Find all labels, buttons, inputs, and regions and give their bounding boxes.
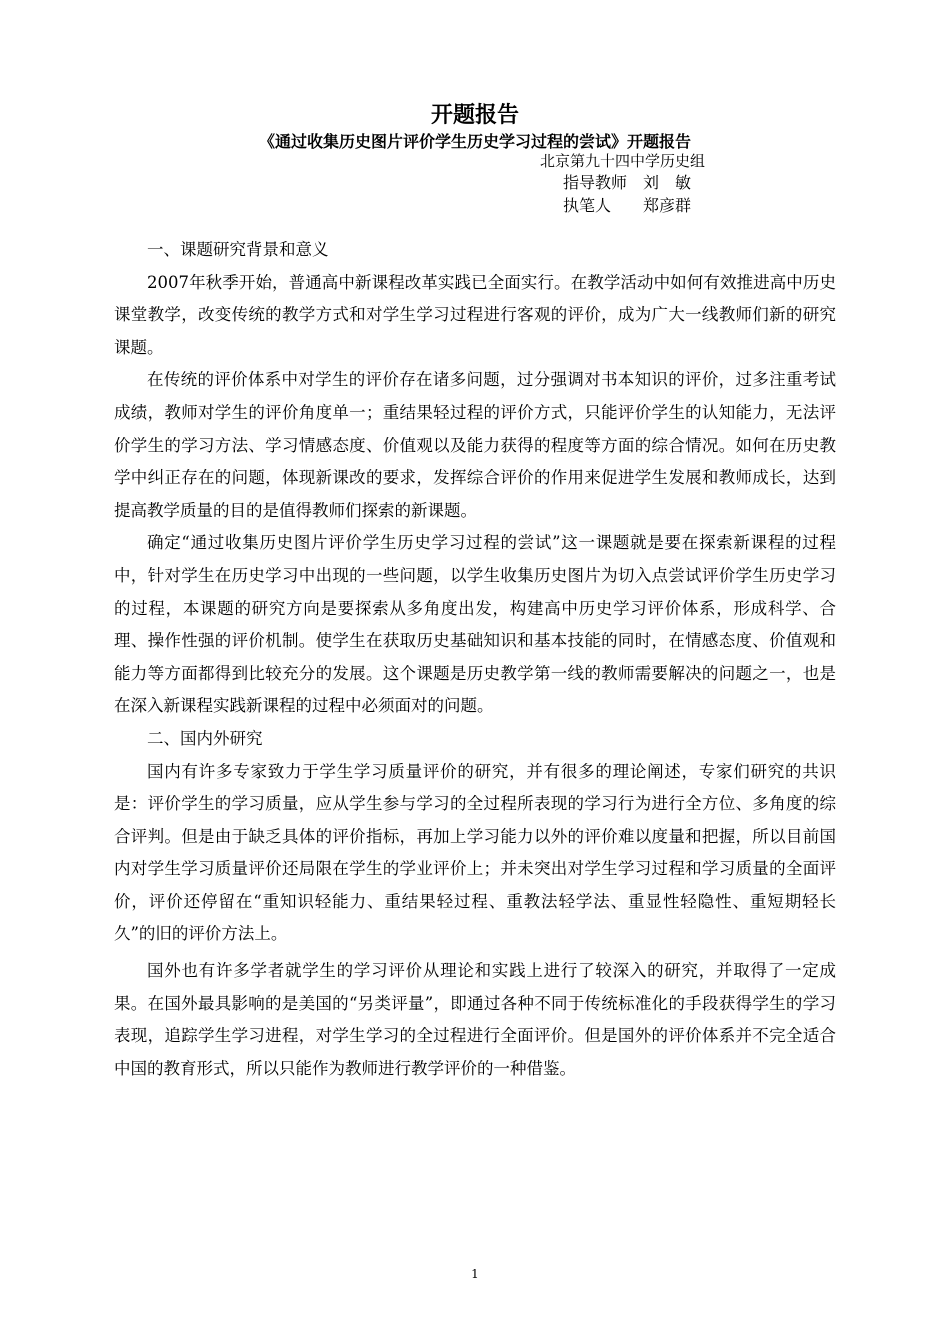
report-subtitle: 《通过收集历史图片评价学生历史学习过程的尝试》开题报告 xyxy=(258,132,691,151)
section-heading-research: 二、国内外研究 xyxy=(147,728,263,748)
page-number: 1 xyxy=(471,1267,479,1281)
document-body xyxy=(114,234,836,1085)
paragraph: 国内有许多专家致力于学生学习质量评价的研究，并有很多的理论阐述，专家们研究的共识是：评价学生的学习质量，应从学生参与学习的全过程所表现的学习行为进行全方位、多角度的综合评判。但是由于缺乏具体的评价指标，再加上学习能力以外的评价难以度量和把握，所以目前国内对学生学习质量评价还局限在学生的学业评价上；并未突出对学生学习过程和学习质量的全面评价，评价还停留在“重知识轻能力、重结果轻过程、重教法轻学法、重显性轻隐性、重短期轻长久”的旧的评价方法上。 xyxy=(114,761,836,944)
page-title: 开题报告 xyxy=(430,103,519,128)
paragraph: 2007年秋季开始，普通高中新课程改革实践已全面实行。在教学活动中如何有效推进高中历史课堂教学，改变传统的教学方式和对学生学习过程进行客观的评价，成为广大一线教师们新的研究课题。 xyxy=(114,272,836,357)
paragraph: 确定“通过收集历史图片评价学生历史学习过程的尝试”这一课题就是要在探索新课程的过程中，针对学生在历史学习中出现的一些问题，以学生收集历史图片为切入点尝试评价学生历史学习的过程，本课题的研究方向是要探索从多角度出发，构建高中历史学习评价体系，形成科学、合理、操作性强的评价机制。使学生在获取历史基础知识和基本技能的同时，在情感态度、价值观和能力等方面都得到比较充分的发展。这个课题是历史教学第一线的教师需要解决的问题之一，也是在深入新课程实践新课程的过程中必须面对的问题。 xyxy=(114,533,836,716)
paragraph: 在传统的评价体系中对学生的评价存在诸多问题，过分强调对书本知识的评价，过多注重考试成绩，教师对学生的评价角度单一；重结果轻过程的评价方式，只能评价学生的认知能力，无法评价学生的学习方法、学习情感态度、价值观以及能力获得的程度等方面的综合情况。如何在历史教学中纠正存在的问题，体现新课改的要求，发挥综合评价的作用来促进学生发展和教师成长，达到提高教学质量的目的是值得教师们探索的新课题。 xyxy=(114,370,836,520)
school-name: 北京第九十四中学历史组 xyxy=(540,152,706,170)
advisor-line: 指导教师 刘 敏 xyxy=(563,173,692,192)
paragraph: 国外也有许多学者就学生的学习评价从理论和实践上进行了较深入的研究，并取得了一定成果。在国外最具影响的是美国的“另类评量”，即通过各种不同于传统标准化的手段获得学生的学习表现，追踪学生学习进程，对学生学习的全过程进行全面评价。但是国外的评价体系并不完全适合中国的教育形式，所以只能作为教师进行教学评价的一种借鉴。 xyxy=(114,961,836,1078)
writer-line: 执笔人 郑彦群 xyxy=(563,196,692,215)
section-heading-background: 一、课题研究背景和意义 xyxy=(147,240,329,259)
